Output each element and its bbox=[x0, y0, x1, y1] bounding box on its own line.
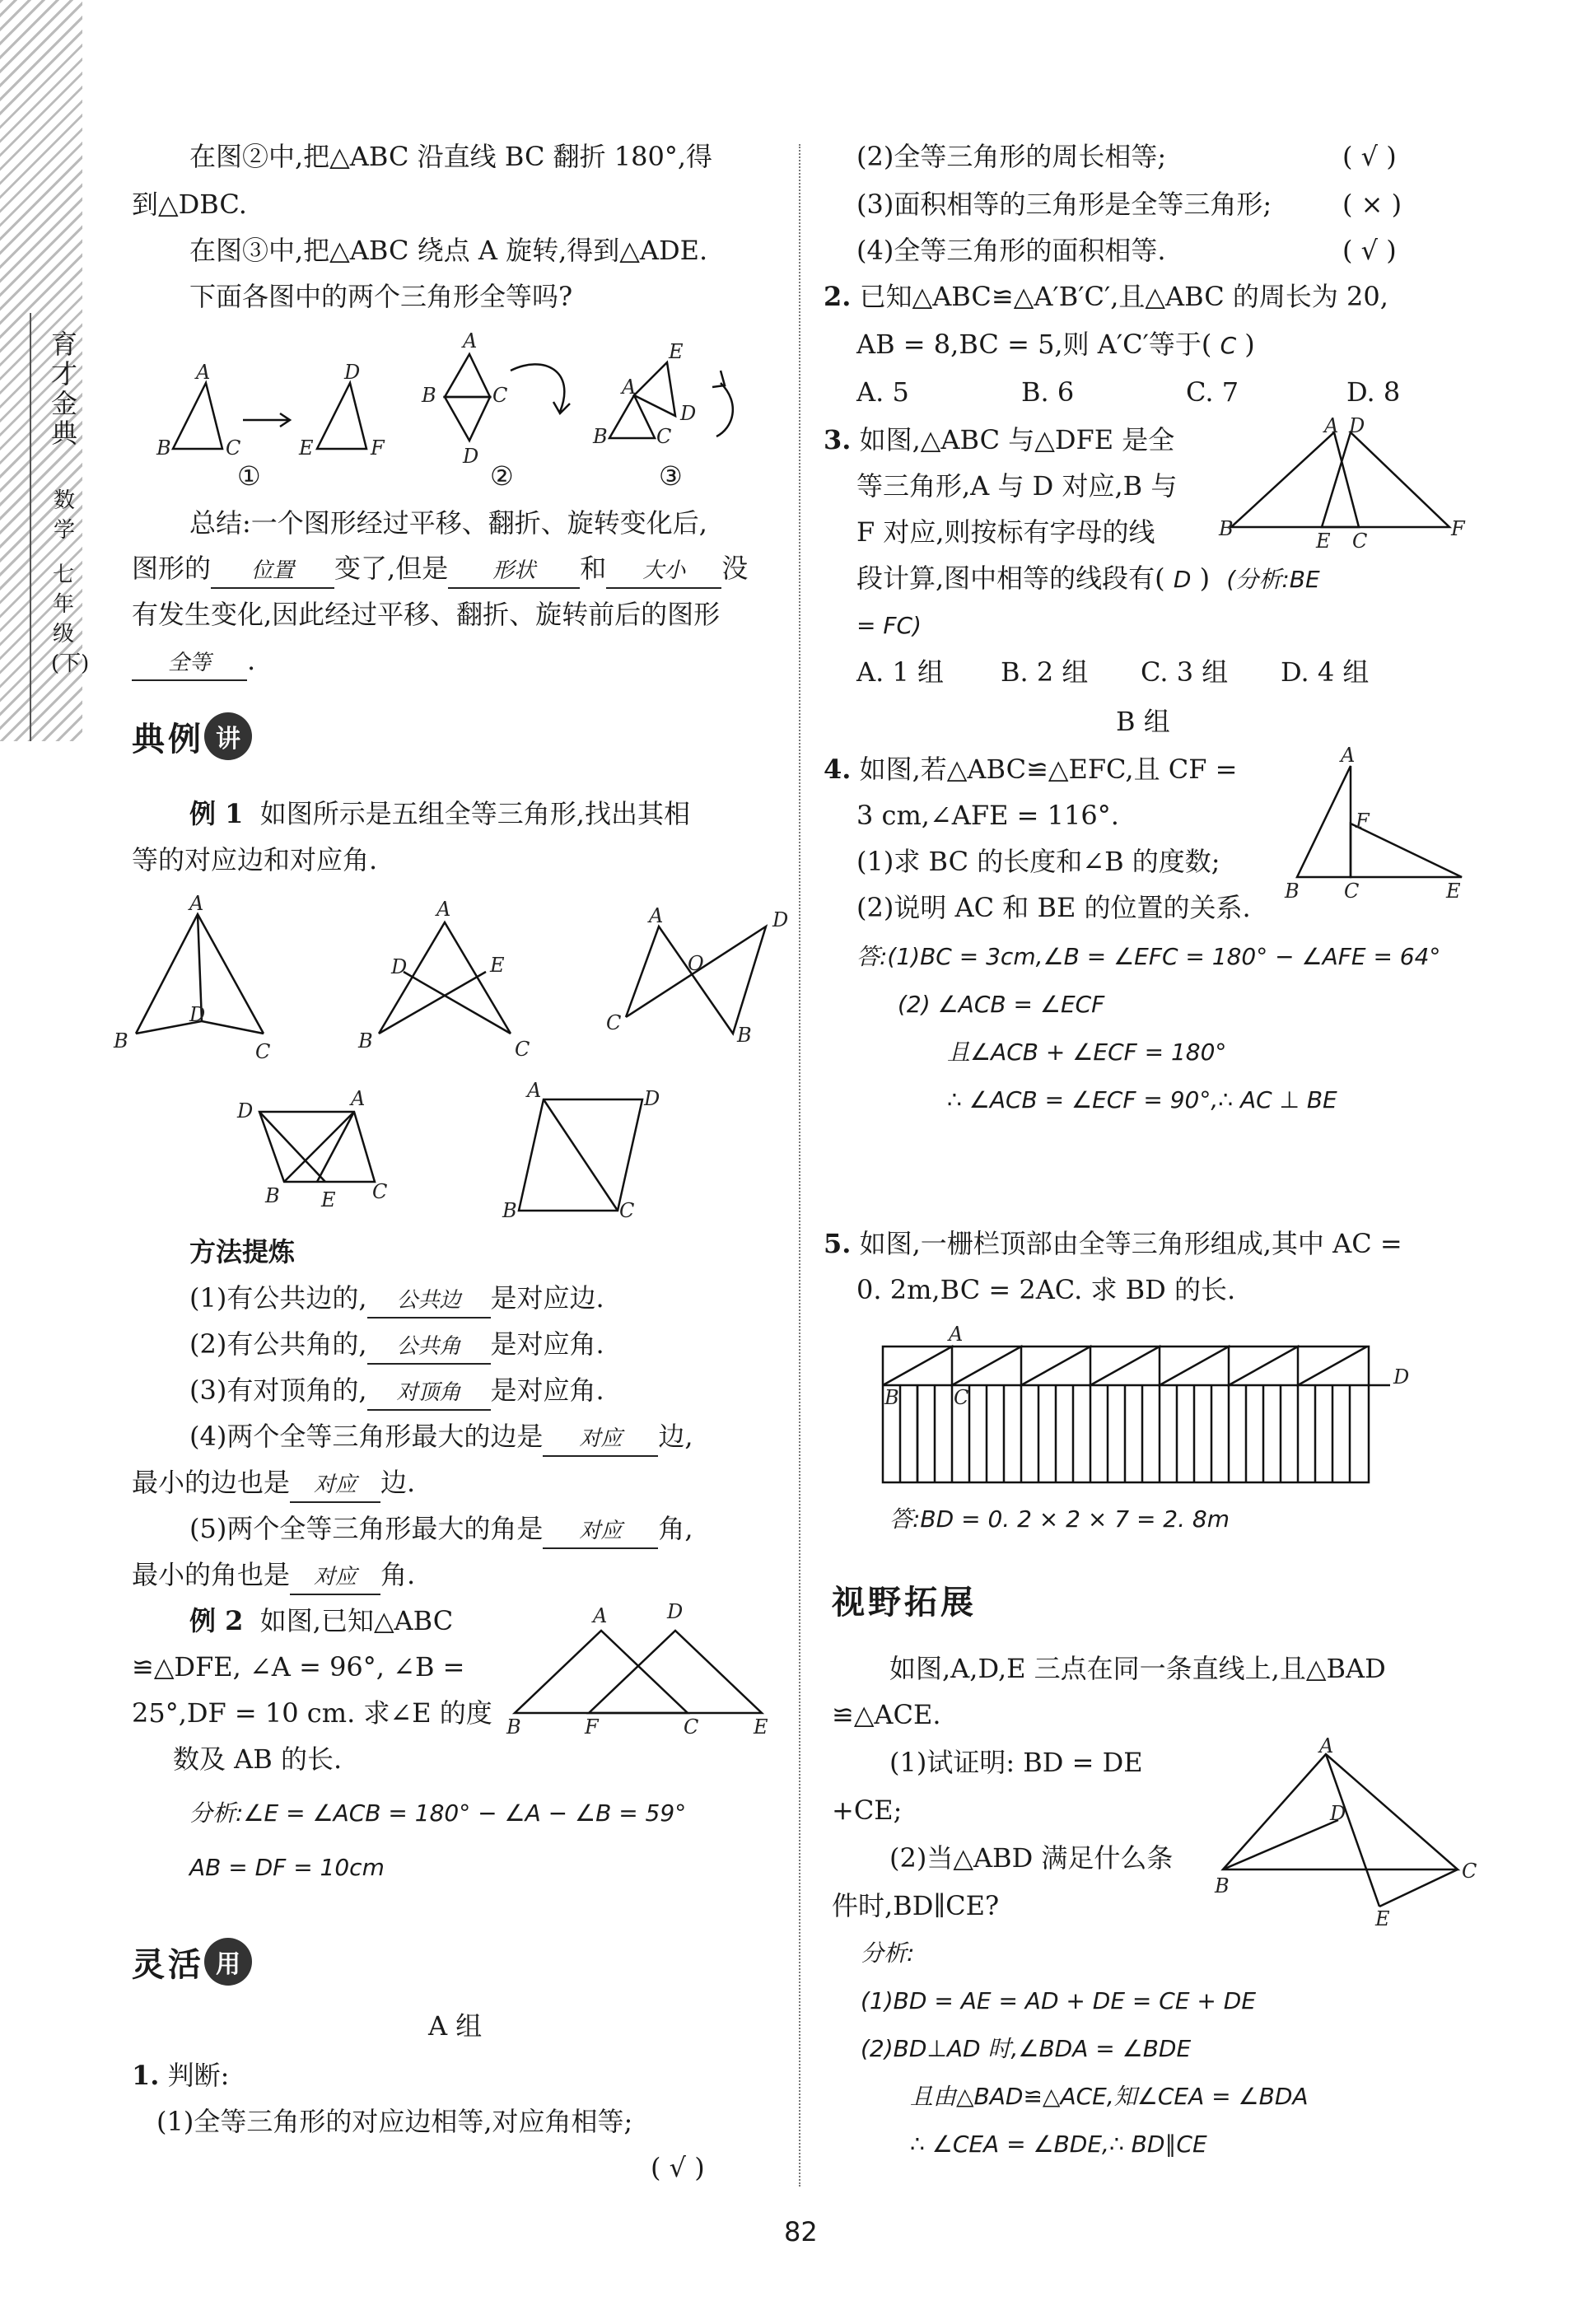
svg-text:A: A bbox=[527, 1079, 542, 1102]
svg-text:O: O bbox=[688, 952, 704, 975]
svg-text:B: B bbox=[884, 1386, 899, 1409]
ex1-fig-b bbox=[357, 898, 530, 1061]
extension-line-2: ≌△ACE. bbox=[832, 1699, 941, 1730]
question-2-line-2: AB = 8,BC = 5,则 A′C′等于( C ) bbox=[856, 329, 1255, 360]
extension-line-6: 件时,BD∥CE? bbox=[832, 1890, 1000, 1921]
method-3: (3)有对顶角的, 对顶角 是对应角. bbox=[189, 1374, 604, 1411]
summary-line-4: 全等 . bbox=[132, 644, 255, 681]
svg-text:E: E bbox=[490, 954, 505, 977]
intro-line-2: 到△DBC. bbox=[132, 189, 247, 220]
intro-line-1: 在图②中,把△ABC 沿直线 BC 翻折 180°,得 bbox=[189, 141, 713, 172]
svg-text:A: A bbox=[593, 1604, 608, 1627]
practice-banner bbox=[132, 1935, 252, 1988]
figure-label-3: ③ bbox=[659, 460, 683, 492]
extension-line-4: +CE; bbox=[832, 1795, 903, 1826]
question-3-note: (分析:BE bbox=[1226, 566, 1320, 593]
extension-banner bbox=[832, 1573, 977, 1626]
group-b-heading: B 组 bbox=[1116, 706, 1170, 737]
ex1-fig-a bbox=[113, 892, 270, 1063]
method-5: (5)两个全等三角形最大的角是 对应 角, bbox=[189, 1512, 693, 1549]
extension-figure bbox=[1211, 1734, 1477, 1930]
svg-text:E: E bbox=[321, 1188, 336, 1211]
question-2-option-d: D. 8 bbox=[1346, 376, 1401, 408]
svg-text:D: D bbox=[644, 1087, 660, 1110]
example-1-line-2: 等的对应边和对应角. bbox=[132, 844, 378, 875]
svg-text:F: F bbox=[1356, 810, 1370, 833]
method-2: (2)有公共角的, 公共角 是对应角. bbox=[189, 1328, 604, 1365]
method-4: (4)两个全等三角形最大的边是 对应 边, bbox=[189, 1420, 693, 1457]
svg-text:D: D bbox=[391, 955, 408, 978]
extension-analysis-label: 分析: bbox=[861, 1939, 915, 1967]
svg-text:C: C bbox=[255, 1040, 271, 1063]
question-4-answer-1: 答:(1)BC = 3cm,∠B = ∠EFC = 180° − ∠AFE = 64° bbox=[856, 943, 1441, 970]
flip-arrow-icon bbox=[511, 364, 570, 413]
translate-arrow-icon bbox=[243, 413, 290, 427]
question-5-answer: 答:BD = 0. 2 × 2 × 7 = 2. 8m bbox=[889, 1505, 1230, 1533]
svg-text:C: C bbox=[515, 1038, 530, 1061]
svg-text:C: C bbox=[684, 1715, 699, 1739]
question-3-option-d: D. 4 组 bbox=[1281, 656, 1370, 688]
svg-text:C: C bbox=[1462, 1860, 1477, 1883]
svg-text:A: A bbox=[949, 1323, 964, 1346]
question-1-3-answer: ( × ) bbox=[1342, 189, 1402, 220]
fig1-triangle-abc bbox=[173, 383, 222, 449]
example-2-figure bbox=[502, 1598, 774, 1738]
summary-line-3: 有发生变化,因此经过平移、翻折、旋转前后的图形 bbox=[132, 599, 721, 630]
question-4-answer-4: ∴ ∠ACB = ∠ECF = 90°,∴ AC ⊥ BE bbox=[947, 1086, 1337, 1113]
fig2-triangle-abc bbox=[445, 354, 490, 397]
svg-text:B: B bbox=[502, 1199, 517, 1222]
subject-label: 数学 bbox=[53, 488, 75, 543]
svg-text:D: D bbox=[1330, 1802, 1346, 1825]
svg-text:C: C bbox=[619, 1199, 635, 1222]
page-number: 82 bbox=[784, 2216, 818, 2247]
question-4-answer-2: (2) ∠ACB = ∠ECF bbox=[898, 991, 1105, 1018]
svg-text:D: D bbox=[237, 1099, 254, 1122]
question-3-line-3: F 对应,则按标有字母的线 bbox=[856, 516, 1155, 548]
grade-label: 七年级(下) bbox=[51, 562, 90, 676]
answer-position: 位置 bbox=[211, 554, 334, 589]
summary-line-1: 总结:一个图形经过平移、翻折、旋转变化后, bbox=[189, 507, 707, 539]
method-4-answer: 对应 bbox=[543, 1422, 658, 1457]
svg-text:B: B bbox=[1219, 517, 1234, 540]
svg-text:A: A bbox=[436, 898, 451, 921]
answer-shape: 形状 bbox=[448, 554, 580, 589]
question-1-4: (4)全等三角形的面积相等. bbox=[856, 235, 1166, 266]
extension-line-1: 如图,A,D,E 三点在同一条直线上,且△BAD bbox=[889, 1653, 1386, 1684]
series-title: 育才金典 bbox=[50, 329, 77, 449]
svg-text:D: D bbox=[680, 402, 697, 425]
ex1-fig-d bbox=[236, 1087, 387, 1211]
question-1-1: (1)全等三角形的对应边相等,对应角相等; bbox=[156, 2106, 633, 2137]
example-2-answer-1: 分析:∠E = ∠ACB = 180° − ∠A − ∠B = 59° bbox=[189, 1799, 687, 1827]
svg-text:C: C bbox=[226, 436, 241, 460]
question-1-1-answer: ( √ ) bbox=[651, 2152, 705, 2183]
intro-line-3: 在图③中,把△ABC 绕点 A 旋转,得到△ADE. bbox=[189, 235, 708, 266]
question-4: 4. 如图,若△ABC≌△EFC,且 CF = bbox=[824, 754, 1238, 785]
example-2-line-4: 数及 AB 的长. bbox=[173, 1743, 343, 1775]
svg-text:E: E bbox=[669, 340, 684, 363]
example-2-line-3: 25°,DF = 10 cm. 求∠E 的度 bbox=[132, 1697, 492, 1729]
summary-line-2: 图形的 位置 变了,但是 形状 和 大小 没 bbox=[132, 552, 748, 589]
svg-text:B: B bbox=[114, 1029, 128, 1052]
question-1-4-answer: ( √ ) bbox=[1342, 235, 1397, 266]
question-2-option-b: B. 6 bbox=[1021, 376, 1075, 408]
fence-figure bbox=[873, 1318, 1416, 1491]
svg-text:F: F bbox=[585, 1715, 599, 1739]
svg-text:A: A bbox=[1341, 744, 1356, 767]
example-2: 例 2 如图,已知△ABC bbox=[189, 1605, 454, 1636]
rotate-arrow-icon bbox=[712, 371, 733, 436]
svg-text:A: A bbox=[351, 1087, 366, 1110]
svg-text:C: C bbox=[606, 1011, 622, 1034]
svg-text:B: B bbox=[156, 436, 171, 460]
method-4-answer-2: 对应 bbox=[290, 1468, 380, 1503]
example-2-answer-2: AB = DF = 10cm bbox=[189, 1854, 385, 1881]
svg-text:E: E bbox=[1446, 880, 1461, 903]
svg-text:F: F bbox=[1451, 517, 1465, 540]
svg-text:B: B bbox=[1285, 880, 1300, 903]
column-divider bbox=[799, 144, 800, 2187]
example-banner-dot: 讲 bbox=[204, 712, 252, 760]
question-3-option-b: B. 2 组 bbox=[1001, 656, 1089, 688]
svg-text:A: A bbox=[1319, 1734, 1334, 1757]
example-1-figures bbox=[107, 889, 789, 1222]
extension-answer-2: (2)BD⊥AD 时,∠BDA = ∠BDE bbox=[861, 2035, 1192, 2062]
question-2-option-c: C. 7 bbox=[1186, 376, 1239, 408]
question-3-line-5: = FC) bbox=[856, 612, 922, 639]
method-1: (1)有公共边的, 公共边 是对应边. bbox=[189, 1281, 604, 1319]
method-2-answer: 公共角 bbox=[367, 1330, 491, 1365]
svg-text:E: E bbox=[754, 1715, 768, 1739]
method-5-cont: 最小的角也是 对应 角. bbox=[132, 1558, 415, 1595]
intro-question: 下面各图中的两个三角形全等吗? bbox=[189, 281, 573, 312]
question-4-line-4: (2)说明 AC 和 BE 的位置的关系. bbox=[856, 892, 1251, 923]
question-5: 5. 如图,一栅栏顶部由全等三角形组成,其中 AC = bbox=[824, 1228, 1402, 1259]
question-2-answer: C bbox=[1220, 332, 1237, 359]
question-3-line-2: 等三角形,A 与 D 对应,B 与 bbox=[856, 470, 1178, 502]
svg-text:D: D bbox=[1393, 1365, 1410, 1389]
svg-text:C: C bbox=[656, 425, 672, 448]
fig2-triangle-dbc bbox=[445, 397, 490, 441]
figure-label-1: ① bbox=[237, 460, 261, 492]
svg-text:C: C bbox=[1352, 530, 1368, 553]
method-title: 方法提炼 bbox=[189, 1236, 296, 1267]
svg-text:B: B bbox=[422, 384, 436, 407]
question-4-line-3: (1)求 BC 的长度和∠B 的度数; bbox=[856, 846, 1220, 877]
svg-text:B: B bbox=[737, 1024, 752, 1047]
question-1-2-answer: ( √ ) bbox=[1342, 141, 1397, 172]
answer-congruent: 全等 bbox=[132, 646, 247, 681]
svg-text:A: A bbox=[463, 329, 478, 352]
svg-text:E: E bbox=[1375, 1907, 1390, 1930]
question-3-line-4: 段计算,图中相等的线段有( D ) (分析:BE bbox=[856, 562, 1320, 594]
figure-label-2: ② bbox=[490, 460, 514, 492]
svg-text:A: A bbox=[1324, 414, 1339, 437]
practice-banner-dot: 用 bbox=[204, 1938, 252, 1986]
extension-answer-1: (1)BD = AE = AD + DE = CE + DE bbox=[861, 1987, 1257, 2014]
ex1-fig-e bbox=[502, 1079, 660, 1222]
svg-text:B: B bbox=[358, 1029, 373, 1052]
method-4-cont: 最小的边也是 对应 边. bbox=[132, 1466, 415, 1503]
question-5-line-2: 0. 2m,BC = 2AC. 求 BD 的长. bbox=[856, 1274, 1236, 1305]
question-3-answer: D bbox=[1173, 566, 1192, 593]
method-1-answer: 公共边 bbox=[367, 1284, 491, 1319]
svg-text:D: D bbox=[772, 908, 789, 931]
extension-answer-3: 且由△BAD≌△ACE,知∠CEA = ∠BDA bbox=[910, 2083, 1309, 2110]
svg-text:D: D bbox=[1349, 414, 1365, 437]
svg-text:D: D bbox=[463, 445, 479, 468]
ex1-fig-c bbox=[606, 904, 788, 1047]
svg-text:B: B bbox=[265, 1184, 280, 1207]
question-3-option-c: C. 3 组 bbox=[1141, 656, 1229, 688]
svg-text:A: A bbox=[649, 904, 664, 927]
extension-banner-label: 视野拓展 bbox=[832, 1583, 977, 1622]
svg-text:C: C bbox=[954, 1386, 969, 1409]
question-3-figure bbox=[1219, 414, 1466, 553]
practice-banner-label: 灵活 bbox=[132, 1945, 204, 1984]
question-2-option-a: A. 5 bbox=[856, 376, 909, 408]
svg-text:C: C bbox=[492, 384, 508, 407]
svg-text:C: C bbox=[1344, 880, 1360, 903]
question-2: 2. 已知△ABC≌△A′B′C′,且△ABC 的周长为 20, bbox=[824, 281, 1388, 312]
svg-text:E: E bbox=[1316, 530, 1331, 553]
svg-text:D: D bbox=[344, 361, 361, 384]
svg-text:A: A bbox=[196, 361, 211, 384]
svg-text:F: F bbox=[371, 436, 385, 460]
question-4-line-2: 3 cm,∠AFE = 116°. bbox=[856, 800, 1119, 831]
svg-text:D: D bbox=[667, 1600, 684, 1623]
svg-text:B: B bbox=[593, 425, 608, 448]
svg-text:C: C bbox=[372, 1180, 388, 1203]
example-banner bbox=[132, 710, 252, 763]
svg-text:A: A bbox=[189, 892, 204, 915]
question-1-3: (3)面积相等的三角形是全等三角形; bbox=[856, 189, 1272, 220]
example-1: 例 1 如图所示是五组全等三角形,找出其相 bbox=[189, 798, 690, 829]
spine-rule bbox=[30, 313, 31, 741]
question-4-answer-3: 且∠ACB + ∠ECF = 180° bbox=[947, 1038, 1227, 1066]
svg-text:D: D bbox=[189, 1003, 206, 1026]
svg-text:A: A bbox=[622, 376, 637, 399]
extension-answer-4: ∴ ∠CEA = ∠BDE,∴ BD∥CE bbox=[910, 2131, 1207, 2158]
svg-text:E: E bbox=[299, 436, 314, 460]
question-3-option-a: A. 1 组 bbox=[856, 656, 944, 688]
answer-size: 大小 bbox=[606, 554, 721, 589]
group-a-heading: A 组 bbox=[428, 2010, 483, 2042]
example-banner-label: 典例 bbox=[132, 720, 204, 758]
extension-line-5: (2)当△ABD 满足什么条 bbox=[889, 1842, 1174, 1874]
fig1-triangle-def bbox=[317, 383, 366, 449]
svg-text:B: B bbox=[1215, 1874, 1230, 1897]
method-5-answer: 对应 bbox=[543, 1515, 658, 1549]
question-3: 3. 如图,△ABC 与△DFE 是全 bbox=[824, 424, 1175, 455]
method-3-answer: 对顶角 bbox=[367, 1376, 491, 1411]
question-1: 1. 判断: bbox=[132, 2060, 230, 2091]
extension-line-3: (1)试证明: BD = DE bbox=[889, 1747, 1143, 1778]
question-1-2: (2)全等三角形的周长相等; bbox=[856, 141, 1167, 172]
method-5-answer-2: 对应 bbox=[290, 1561, 380, 1595]
example-2-line-2: ≌△DFE, ∠A = 96°, ∠B = bbox=[132, 1651, 465, 1683]
question-4-figure bbox=[1285, 741, 1482, 906]
svg-text:B: B bbox=[506, 1715, 521, 1739]
